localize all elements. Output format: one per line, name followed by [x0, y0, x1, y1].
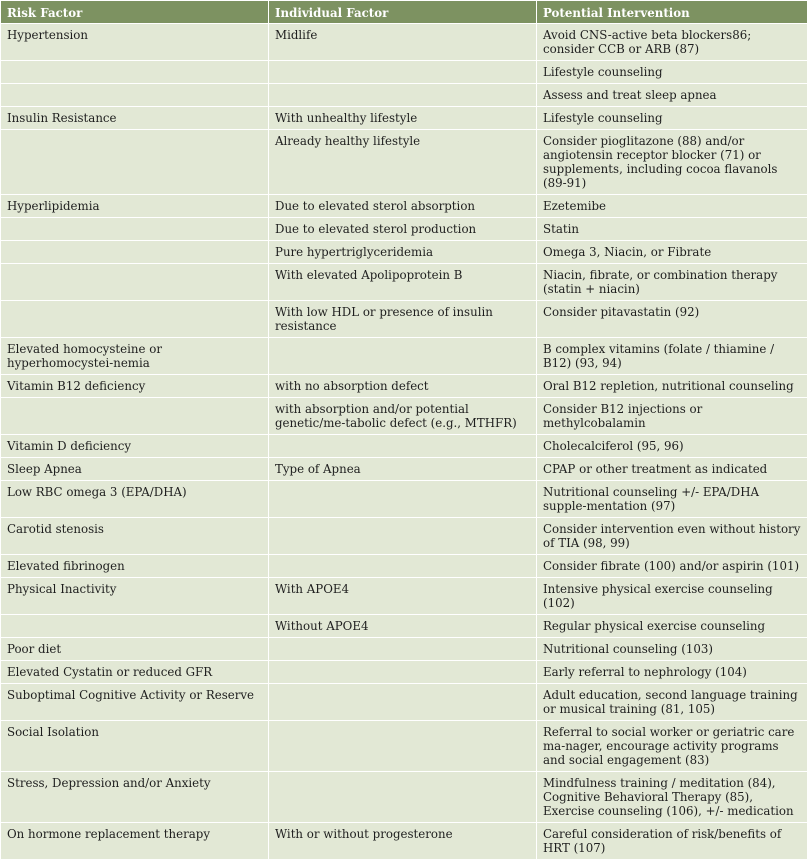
table-row: [1, 518, 807, 555]
cell-potential-intervention: Consider pitavastatin (92): [537, 301, 807, 338]
cell-potential-intervention: Early referral to nephrology (104): [537, 661, 807, 684]
table-row: [1, 684, 807, 721]
cell-risk-factor: Elevated Cystatin or reduced GFR: [1, 661, 269, 684]
table-row: [1, 218, 807, 241]
cell-individual-factor: [269, 61, 537, 84]
table-row: [1, 130, 807, 195]
table-header: [1, 1, 807, 24]
cell-risk-factor: Hyperlipidemia: [1, 195, 269, 218]
table-row: [1, 481, 807, 518]
cell-individual-factor: With unhealthy lifestyle: [269, 107, 537, 130]
cell-individual-factor: with no absorption defect: [269, 375, 537, 398]
table-row: [1, 375, 807, 398]
cell-risk-factor: [1, 241, 269, 264]
cell-potential-intervention: Avoid CNS-active beta blockers86; consider CCB or ARB (87): [537, 24, 807, 61]
cell-potential-intervention: Assess and treat sleep apnea: [537, 84, 807, 107]
cell-individual-factor: Pure hypertriglyceridemia: [269, 241, 537, 264]
header-row: [1, 1, 807, 24]
cell-potential-intervention: Careful consideration of risk/benefits of HRT (107): [537, 823, 807, 860]
table-row: [1, 241, 807, 264]
cell-risk-factor: Carotid stenosis: [1, 518, 269, 555]
cell-risk-factor: [1, 61, 269, 84]
table-row: [1, 398, 807, 435]
table-row: [1, 301, 807, 338]
cell-individual-factor: Due to elevated sterol production: [269, 218, 537, 241]
cell-individual-factor: Already healthy lifestyle: [269, 130, 537, 195]
table-row: [1, 435, 807, 458]
cell-individual-factor: With or without progesterone: [269, 823, 537, 860]
cell-individual-factor: With low HDL or presence of insulin resistance: [269, 301, 537, 338]
cell-potential-intervention: Nutritional counseling +/- EPA/DHA supple-mentation (97): [537, 481, 807, 518]
cell-potential-intervention: Consider intervention even without history of TIA (98, 99): [537, 518, 807, 555]
cell-potential-intervention: Ezetemibe: [537, 195, 807, 218]
table-row: [1, 823, 807, 860]
header-risk-factor: Risk Factor: [1, 1, 269, 24]
cell-potential-intervention: Lifestyle counseling: [537, 107, 807, 130]
cell-individual-factor: [269, 684, 537, 721]
cell-individual-factor: Without APOE4: [269, 615, 537, 638]
cell-potential-intervention: Adult education, second language training or musical training (81, 105): [537, 684, 807, 721]
cell-risk-factor: [1, 264, 269, 301]
cell-individual-factor: [269, 435, 537, 458]
cell-potential-intervention: Cholecalciferol (95, 96): [537, 435, 807, 458]
cell-potential-intervention: B complex vitamins (folate / thiamine / B12) (93, 94): [537, 338, 807, 375]
cell-individual-factor: [269, 638, 537, 661]
cell-risk-factor: Low RBC omega 3 (EPA/DHA): [1, 481, 269, 518]
table-row: [1, 61, 807, 84]
cell-individual-factor: [269, 661, 537, 684]
cell-potential-intervention: Nutritional counseling (103): [537, 638, 807, 661]
table-row: [1, 107, 807, 130]
table-row: [1, 84, 807, 107]
cell-risk-factor: [1, 130, 269, 195]
cell-individual-factor: Type of Apnea: [269, 458, 537, 481]
table-row: [1, 772, 807, 823]
cell-potential-intervention: Lifestyle counseling: [537, 61, 807, 84]
cell-individual-factor: Midlife: [269, 24, 537, 61]
cell-risk-factor: Physical Inactivity: [1, 578, 269, 615]
cell-risk-factor: [1, 398, 269, 435]
table-row: [1, 578, 807, 615]
table-body: [1, 24, 807, 860]
cell-risk-factor: [1, 301, 269, 338]
table-row: [1, 195, 807, 218]
cell-potential-intervention: Consider fibrate (100) and/or aspirin (101): [537, 555, 807, 578]
cell-potential-intervention: Oral B12 repletion, nutritional counseling: [537, 375, 807, 398]
cell-individual-factor: Due to elevated sterol absorption: [269, 195, 537, 218]
table-row: [1, 615, 807, 638]
table-row: [1, 661, 807, 684]
cell-risk-factor: Suboptimal Cognitive Activity or Reserve: [1, 684, 269, 721]
table-row: [1, 721, 807, 772]
table-row: [1, 458, 807, 481]
header-potential-intervention: Potential Intervention: [537, 1, 807, 24]
cell-potential-intervention: Statin: [537, 218, 807, 241]
cell-risk-factor: [1, 218, 269, 241]
cell-potential-intervention: Niacin, fibrate, or combination therapy (statin + niacin): [537, 264, 807, 301]
cell-individual-factor: With elevated Apolipoprotein B: [269, 264, 537, 301]
cell-potential-intervention: Consider B12 injections or methylcobalamin: [537, 398, 807, 435]
cell-individual-factor: with absorption and/or potential genetic/me-tabolic defect (e.g., MTHFR): [269, 398, 537, 435]
cell-risk-factor: [1, 615, 269, 638]
cell-potential-intervention: Mindfulness training / meditation (84), Cognitive Behavioral Therapy (85), Exercise counseling (106), +/- medication: [537, 772, 807, 823]
cell-individual-factor: [269, 772, 537, 823]
cell-potential-intervention: Omega 3, Niacin, or Fibrate: [537, 241, 807, 264]
cell-risk-factor: Sleep Apnea: [1, 458, 269, 481]
table-row: [1, 264, 807, 301]
cell-risk-factor: Social Isolation: [1, 721, 269, 772]
table-row: [1, 555, 807, 578]
cell-individual-factor: [269, 481, 537, 518]
cell-risk-factor: Elevated fibrinogen: [1, 555, 269, 578]
cell-individual-factor: [269, 518, 537, 555]
cell-risk-factor: Elevated homocysteine or hyperhomocystei-nemia: [1, 338, 269, 375]
cell-risk-factor: Hypertension: [1, 24, 269, 61]
table-row: [1, 338, 807, 375]
cell-potential-intervention: Intensive physical exercise counseling (102): [537, 578, 807, 615]
cell-individual-factor: [269, 84, 537, 107]
cell-risk-factor: Vitamin D deficiency: [1, 435, 269, 458]
table-row: [1, 24, 807, 61]
cell-potential-intervention: Referral to social worker or geriatric care ma-nager, encourage activity programs and social engagement (83): [537, 721, 807, 772]
cell-risk-factor: Stress, Depression and/or Anxiety: [1, 772, 269, 823]
cell-potential-intervention: Regular physical exercise counseling: [537, 615, 807, 638]
cell-potential-intervention: Consider pioglitazone (88) and/or angiotensin receptor blocker (71) or supplements, including cocoa flavanols (89-91): [537, 130, 807, 195]
cell-individual-factor: [269, 555, 537, 578]
cell-risk-factor: Insulin Resistance: [1, 107, 269, 130]
cell-risk-factor: On hormone replacement therapy: [1, 823, 269, 860]
table-row: [1, 638, 807, 661]
cell-risk-factor: Vitamin B12 deficiency: [1, 375, 269, 398]
header-individual-factor: Individual Factor: [269, 1, 537, 24]
cell-individual-factor: [269, 721, 537, 772]
cell-potential-intervention: CPAP or other treatment as indicated: [537, 458, 807, 481]
cell-individual-factor: [269, 338, 537, 375]
cell-individual-factor: With APOE4: [269, 578, 537, 615]
cell-risk-factor: Poor diet: [1, 638, 269, 661]
cell-risk-factor: [1, 84, 269, 107]
